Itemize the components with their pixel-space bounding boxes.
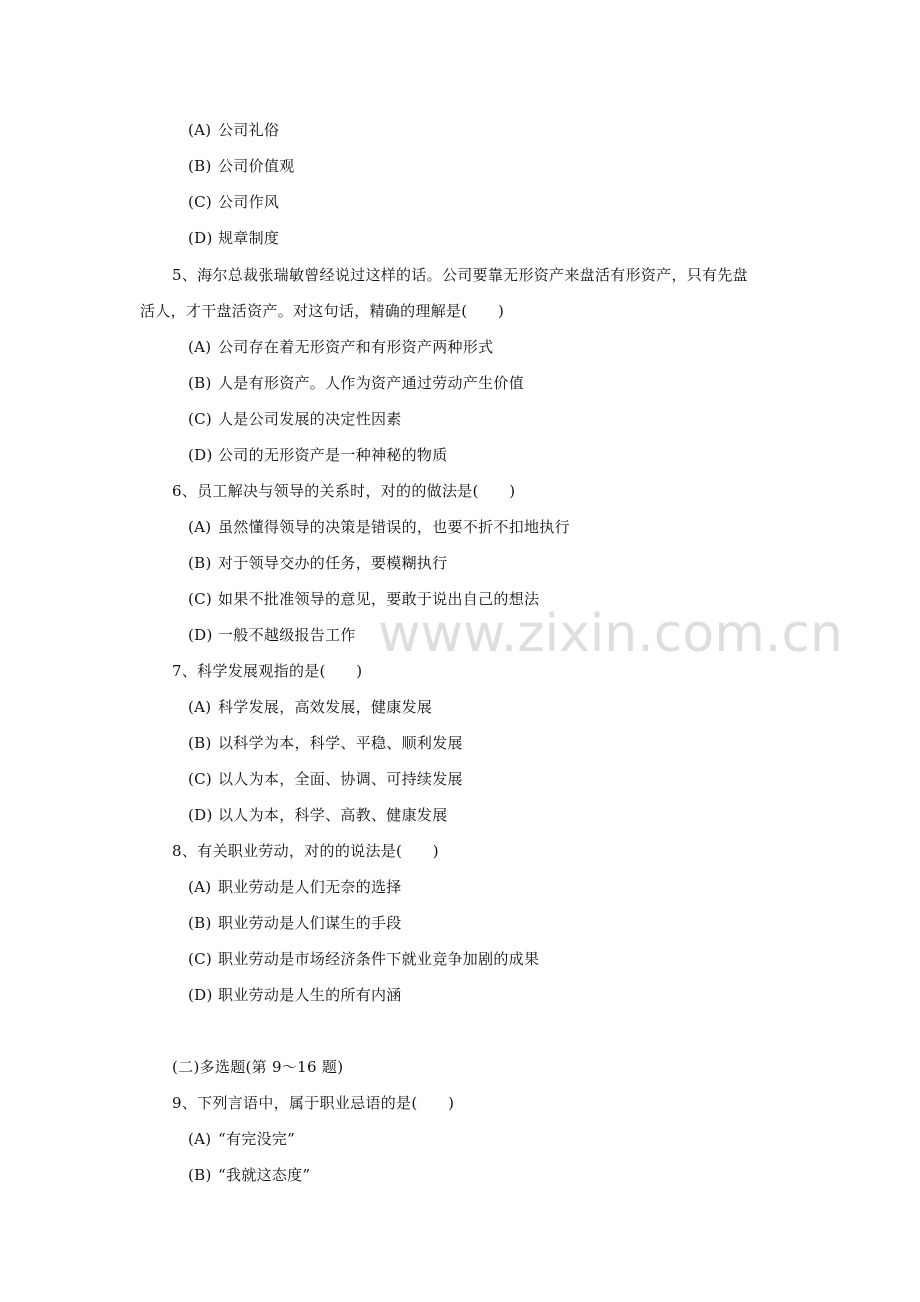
option-text: 公司的无形资产是一种神秘的物质 (218, 446, 448, 464)
q8-option-c (188, 949, 539, 969)
q8-option-a (188, 877, 402, 897)
option-text: 以人为本，全面、协调、可持续发展 (218, 770, 463, 788)
option-label: (B) (188, 554, 212, 572)
q5-stem-line1: 5、海尔总裁张瑞敏曾经说过这样的话。公司要靠无形资产来盘活有形资产，只有先盘 (172, 266, 748, 284)
option-label: (C) (188, 950, 213, 968)
option-label: (A) (188, 518, 212, 536)
option-text: 职业劳动是人生的所有内涵 (218, 986, 402, 1004)
q5-stem-line2: 活人，才干盘活资产。对这句话，精确的理解是( ) (140, 302, 505, 320)
option-label: (B) (188, 1166, 212, 1184)
q5-option-a (188, 337, 493, 357)
option-text: 职业劳动是人们无奈的选择 (218, 878, 402, 896)
q6-option-d (188, 625, 356, 645)
option-label: (D) (188, 446, 213, 464)
option-text: 人是有形资产。人作为资产通过劳动产生价值 (218, 374, 525, 392)
option-label: (C) (188, 410, 213, 428)
q6-option-a (188, 517, 570, 537)
q7-option-c (188, 769, 463, 789)
q6-option-c (188, 589, 539, 609)
option-text: 规章制度 (218, 229, 280, 247)
q5-option-b (188, 373, 524, 393)
option-label: (B) (188, 914, 212, 932)
q9-option-b (188, 1165, 310, 1185)
q9-stem: 9、下列言语中，属于职业忌语的是( ) (172, 1094, 455, 1112)
q8-stem: 8、有关职业劳动，对的的说法是( ) (172, 842, 439, 860)
q4-option-b (188, 156, 295, 176)
option-text: 对于领导交办的任务，要模糊执行 (218, 554, 448, 572)
option-text: 一般不越级报告工作 (218, 626, 356, 644)
option-label: (C) (188, 590, 213, 608)
option-text: 虽然懂得领导的决策是错误的，也要不折不扣地执行 (218, 518, 570, 536)
option-text: 以科学为本，科学、平稳、顺利发展 (218, 734, 463, 752)
option-label: (B) (188, 374, 212, 392)
option-text: 职业劳动是市场经济条件下就业竞争加剧的成果 (218, 950, 540, 968)
q4-option-a (188, 120, 279, 140)
q8-option-b (188, 913, 402, 933)
q5-option-c (188, 409, 402, 429)
option-label: (C) (188, 193, 213, 211)
option-text: 公司价值观 (218, 157, 295, 175)
option-label: (D) (188, 806, 213, 824)
option-label: (A) (188, 338, 212, 356)
option-label: (D) (188, 229, 213, 247)
q4-option-d (188, 228, 279, 248)
q6-stem: 6、员工解决与领导的关系时，对的的做法是( ) (172, 482, 516, 500)
q7-option-d (188, 805, 448, 825)
option-text: 公司礼俗 (218, 121, 280, 139)
option-text: “有完没完” (218, 1130, 296, 1148)
option-text: 公司作风 (218, 193, 280, 211)
option-label: (A) (188, 878, 212, 896)
q7-option-b (188, 733, 463, 753)
option-label: (A) (188, 698, 212, 716)
option-label: (A) (188, 121, 212, 139)
option-text: 公司存在着无形资产和有形资产两种形式 (218, 338, 494, 356)
option-label: (B) (188, 157, 212, 175)
option-text: 以人为本，科学、高教、健康发展 (218, 806, 448, 824)
q4-option-c (188, 192, 279, 212)
q6-option-b (188, 553, 448, 573)
option-text: “我就这态度” (218, 1166, 311, 1184)
q5-option-d (188, 445, 448, 465)
section-heading-multiple-choice: (二)多选题(第 9～16 题) (172, 1058, 344, 1076)
option-label: (C) (188, 770, 213, 788)
option-text: 如果不批准领导的意见，要敢于说出自己的想法 (218, 590, 540, 608)
option-label: (D) (188, 986, 213, 1004)
option-text: 科学发展，高效发展，健康发展 (218, 698, 433, 716)
option-text: 人是公司发展的决定性因素 (218, 410, 402, 428)
q7-option-a (188, 697, 432, 717)
option-label: (D) (188, 626, 213, 644)
watermark: www.zixin.com.cn (378, 604, 843, 664)
q8-option-d (188, 985, 402, 1005)
option-text: 职业劳动是人们谋生的手段 (218, 914, 402, 932)
option-label: (A) (188, 1130, 212, 1148)
q9-option-a (188, 1129, 295, 1149)
option-label: (B) (188, 734, 212, 752)
q7-stem: 7、科学发展观指的是( ) (172, 662, 363, 680)
